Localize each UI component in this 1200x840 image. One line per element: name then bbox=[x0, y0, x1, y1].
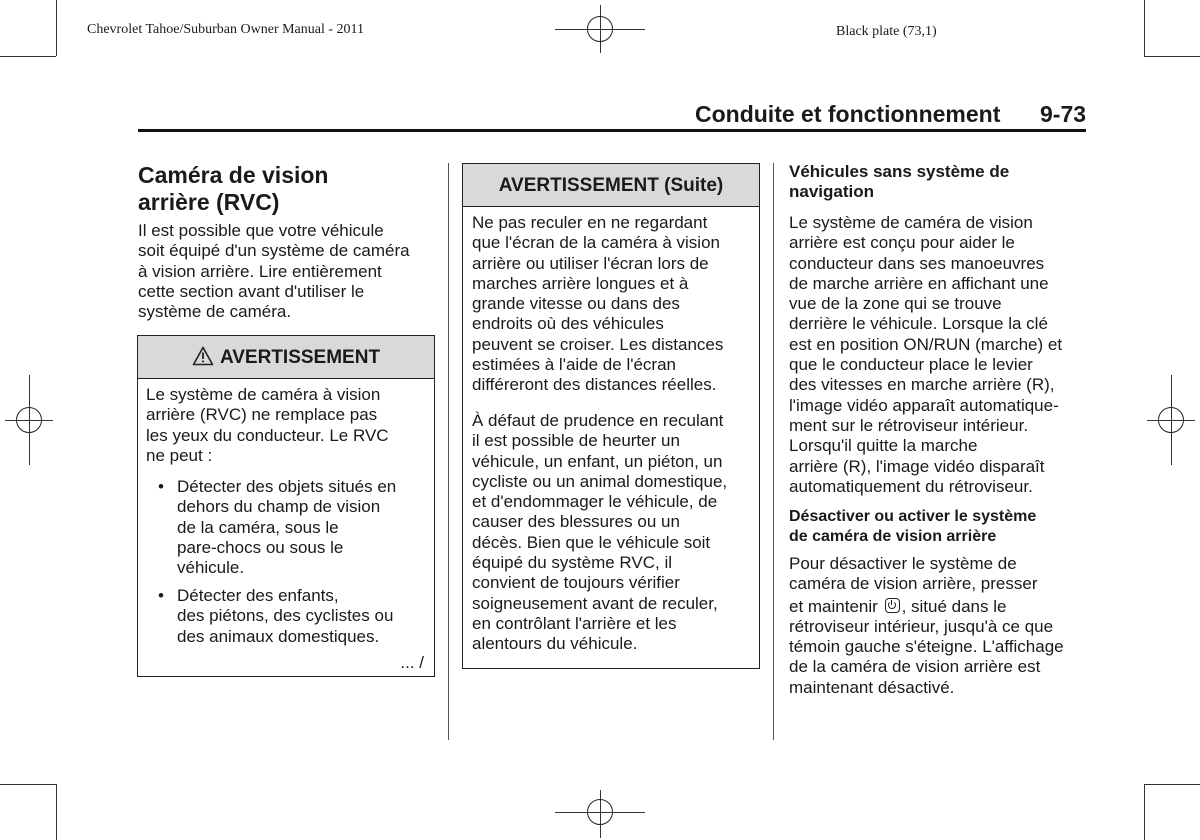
text-line: automatiquement du rétroviseur. bbox=[789, 476, 1033, 496]
heading-line-1: Véhicules sans système de bbox=[789, 162, 1010, 181]
warning-label: AVERTISSEMENT bbox=[219, 347, 381, 368]
registration-mark-left bbox=[16, 407, 42, 433]
text-line: grande vitesse ou dans des bbox=[472, 294, 680, 314]
text-line-with-icon bbox=[789, 597, 1089, 617]
warning-box-1 bbox=[137, 335, 435, 677]
crop-mark-tr-h bbox=[1144, 56, 1200, 57]
text-line: et d'endommager le véhicule, de bbox=[472, 492, 718, 512]
text-line: arrière (R), l'image vidéo disparaît bbox=[789, 456, 1045, 476]
text-line: de la caméra, sous le bbox=[177, 517, 339, 537]
paragraph-disable-instructions bbox=[789, 554, 1089, 698]
text-line: cette section avant d'utiliser le bbox=[138, 281, 365, 301]
bullet-item bbox=[160, 586, 428, 647]
column-separator-1 bbox=[448, 163, 449, 740]
text-line: maintenant désactivé. bbox=[789, 677, 955, 697]
text-line: marches arrière longues et à bbox=[472, 273, 689, 293]
text-line: Détecter des enfants, bbox=[177, 586, 339, 605]
text-line: À défaut de prudence en reculant bbox=[472, 411, 724, 430]
warning-header bbox=[138, 336, 434, 379]
text-line: des animaux domestiques. bbox=[177, 626, 380, 646]
text-line: caméra de vision arrière, presser bbox=[789, 574, 1038, 594]
text-line: alentours du véhicule. bbox=[472, 634, 638, 654]
heading-line-2: arrière (RVC) bbox=[138, 189, 280, 215]
text-line: les yeux du conducteur. Le RVC bbox=[146, 425, 389, 445]
text-line: témoin gauche s'éteigne. L'affichage bbox=[789, 637, 1064, 657]
text-line: que l'écran de la caméra à vision bbox=[472, 233, 720, 253]
text-line: vue de la zone qui se trouve bbox=[789, 294, 1002, 314]
text-line: des piétons, des cyclistes ou bbox=[177, 606, 394, 626]
section-heading-rvc bbox=[138, 162, 438, 216]
crop-mark-bl-v bbox=[56, 784, 57, 840]
text-line: il est possible de heurter un bbox=[472, 431, 680, 451]
text-line: Ne pas reculer en ne regardant bbox=[472, 213, 708, 232]
text-line: causer des blessures ou un bbox=[472, 512, 680, 532]
text-line: à vision arrière. Lire entièrement bbox=[138, 261, 382, 281]
text-line: arrière est conçu pour aider le bbox=[789, 233, 1015, 253]
paragraph-rvc-description bbox=[789, 213, 1089, 497]
bullet-marker: • bbox=[158, 477, 164, 496]
text-line: véhicule, un enfant, un piéton, un bbox=[472, 451, 723, 471]
text-line: Le système de caméra à vision bbox=[146, 385, 381, 404]
text-line: ment sur le rétroviseur intérieur. bbox=[789, 415, 1029, 435]
text-line: équipé du système RVC, il bbox=[472, 553, 673, 573]
camera-power-button-icon bbox=[885, 598, 900, 613]
subsection-heading-toggle bbox=[789, 507, 1089, 546]
text-line: arrière ou utiliser l'écran lors de bbox=[472, 253, 709, 273]
registration-mark-top bbox=[587, 16, 613, 42]
text-line: Détecter des objets situés en bbox=[177, 477, 397, 496]
text-line: conducteur dans ses manoeuvres bbox=[789, 253, 1045, 273]
text-line: pare-chocs ou sous le bbox=[177, 537, 344, 557]
crop-mark-tr-v bbox=[1144, 0, 1145, 56]
subsection-heading-no-nav bbox=[789, 162, 1089, 203]
text-line: rétroviseur intérieur, jusqu'à ce que bbox=[789, 616, 1054, 636]
text-line: estimées à l'aide de l'écran bbox=[472, 355, 676, 375]
header-rule bbox=[138, 129, 1086, 132]
text-line: que le conducteur place le levier bbox=[789, 355, 1033, 375]
heading-line-1: Caméra de vision bbox=[138, 162, 329, 188]
text-line: endroits où des véhicules bbox=[472, 314, 664, 334]
text-line: est en position ON/RUN (marche) et bbox=[789, 334, 1063, 354]
crop-mark-tl-v bbox=[56, 0, 57, 56]
text-line: arrière (RVC) ne remplace pas bbox=[146, 405, 378, 425]
warning-box-2 bbox=[462, 163, 760, 669]
text-fragment: , situé dans le bbox=[901, 596, 1007, 616]
crop-mark-bl-h bbox=[0, 784, 56, 785]
text-line: différeront des distances réelles. bbox=[472, 375, 717, 395]
crop-mark-br-v bbox=[1144, 784, 1145, 840]
text-line: cycliste ou un animal domestique, bbox=[472, 471, 728, 491]
warning-triangle-icon bbox=[192, 346, 214, 372]
heading-line-2: navigation bbox=[789, 182, 875, 202]
warning-paragraph-2 bbox=[472, 411, 754, 655]
text-line: véhicule. bbox=[177, 558, 245, 578]
section-title: Conduite et fonctionnement bbox=[695, 101, 1001, 127]
heading-line-1: Désactiver ou activer le système bbox=[789, 508, 1037, 525]
text-line: Pour désactiver le système de bbox=[789, 554, 1017, 573]
registration-mark-right bbox=[1158, 407, 1184, 433]
warning-header: AVERTISSEMENT (Suite) bbox=[463, 164, 759, 207]
warning-paragraph-1 bbox=[472, 213, 754, 396]
text-line: l'image vidéo apparaît automatique- bbox=[789, 395, 1059, 415]
text-line: peuvent se croiser. Les distances bbox=[472, 334, 724, 354]
bullet-item bbox=[160, 477, 428, 578]
text-fragment: et maintenir bbox=[789, 596, 878, 616]
text-line: soigneusement avant de reculer, bbox=[472, 593, 718, 613]
text-line: dehors du champ de vision bbox=[177, 497, 381, 517]
text-line: soit équipé d'un système de caméra bbox=[138, 241, 410, 261]
text-line: des vitesses en marche arrière (R), bbox=[789, 375, 1055, 395]
crop-mark-tl-h bbox=[0, 56, 56, 57]
text-line: système de caméra. bbox=[138, 302, 292, 322]
continued-marker: ... / bbox=[400, 653, 424, 672]
manual-title: Chevrolet Tahoe/Suburban Owner Manual - 2011 bbox=[87, 22, 365, 37]
text-line: décès. Bien que le véhicule soit bbox=[472, 532, 711, 552]
column-separator-2 bbox=[773, 163, 774, 740]
crop-mark-br-h bbox=[1144, 784, 1200, 785]
heading-line-2: de caméra de vision arrière bbox=[789, 527, 997, 545]
text-line: Le système de caméra de vision bbox=[789, 213, 1033, 232]
text-line: ne peut : bbox=[146, 445, 213, 465]
text-line: derrière le véhicule. Lorsque la clé bbox=[789, 314, 1048, 334]
text-line: Il est possible que votre véhicule bbox=[138, 221, 384, 240]
text-line: de la caméra de vision arrière est bbox=[789, 657, 1041, 677]
warning-text bbox=[146, 385, 428, 466]
registration-mark-bottom bbox=[587, 799, 613, 825]
text-line: Lorsqu'il quitte la marche bbox=[789, 436, 978, 456]
text-line: convient de toujours vérifier bbox=[472, 573, 680, 593]
page-number: 9-73 bbox=[1040, 101, 1087, 127]
plate-label: Black plate (73,1) bbox=[836, 24, 937, 39]
text-line: de marche arrière en affichant une bbox=[789, 273, 1049, 293]
bullet-marker: • bbox=[158, 586, 164, 605]
intro-paragraph bbox=[138, 221, 438, 322]
text-line: en contrôlant l'arrière et les bbox=[472, 613, 677, 633]
